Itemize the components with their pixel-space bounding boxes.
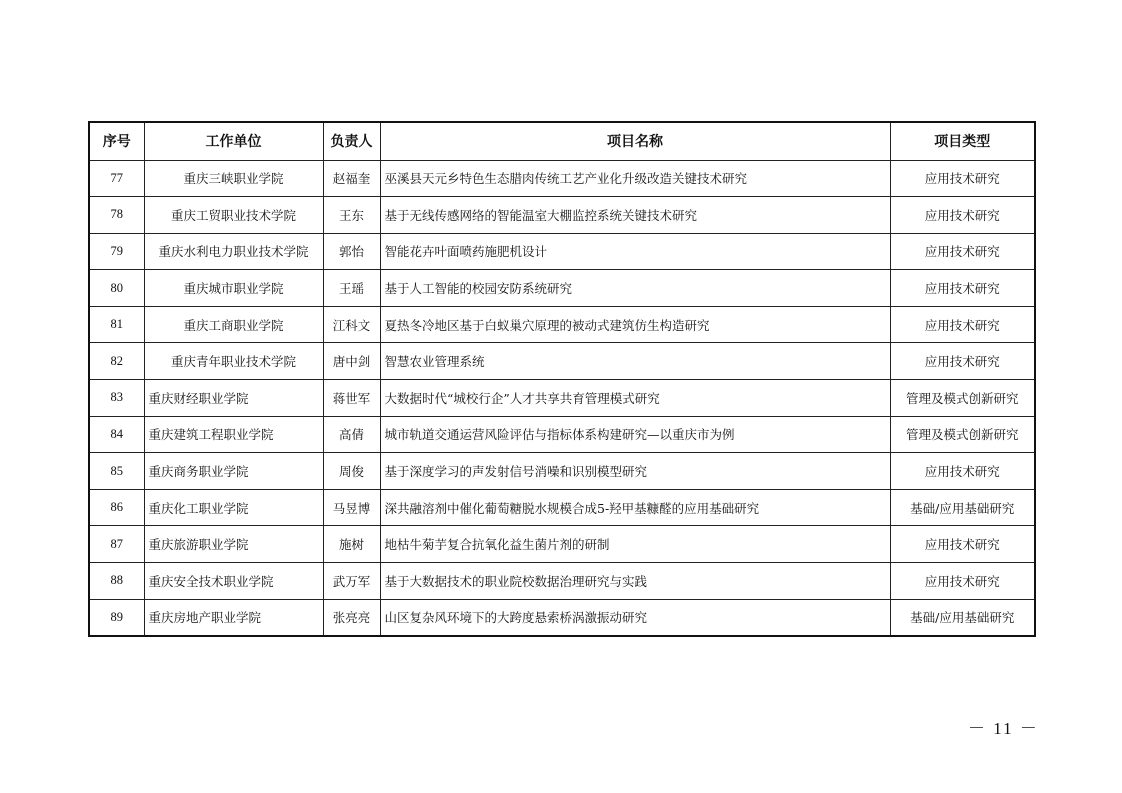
cell-project: 基于深度学习的声发射信号消噪和识别模型研究 xyxy=(380,453,890,490)
cell-unit: 重庆房地产职业学院 xyxy=(144,599,323,636)
project-table xyxy=(88,121,1036,637)
cell-type: 管理及模式创新研究 xyxy=(890,416,1035,453)
cell-type: 基础/应用基础研究 xyxy=(890,599,1035,636)
cell-unit: 重庆青年职业技术学院 xyxy=(144,343,323,380)
table-body xyxy=(89,160,1035,636)
cell-unit: 重庆三峡职业学院 xyxy=(144,160,323,197)
table-row xyxy=(89,526,1035,563)
cell-unit: 重庆城市职业学院 xyxy=(144,270,323,307)
cell-leader: 张亮亮 xyxy=(323,599,380,636)
cell-leader: 王东 xyxy=(323,197,380,234)
cell-unit: 重庆财经职业学院 xyxy=(144,380,323,417)
cell-project: 城市轨道交通运营风险评估与指标体系构建研究—以重庆市为例 xyxy=(380,416,890,453)
cell-project: 地枯牛菊芋复合抗氧化益生菌片剂的研制 xyxy=(380,526,890,563)
header-unit: 工作单位 xyxy=(144,122,323,160)
cell-no: 83 xyxy=(89,380,144,417)
cell-type: 应用技术研究 xyxy=(890,563,1035,600)
table-row xyxy=(89,563,1035,600)
cell-leader: 唐中剑 xyxy=(323,343,380,380)
cell-no: 88 xyxy=(89,563,144,600)
table-row xyxy=(89,233,1035,270)
cell-no: 82 xyxy=(89,343,144,380)
cell-project: 夏热冬冷地区基于白蚁巢穴原理的被动式建筑仿生构造研究 xyxy=(380,306,890,343)
cell-project: 山区复杂风环境下的大跨度悬索桥涡激振动研究 xyxy=(380,599,890,636)
cell-project: 智能花卉叶面喷药施肥机设计 xyxy=(380,233,890,270)
page-number: － 11 － xyxy=(968,719,1039,738)
header-leader: 负责人 xyxy=(323,122,380,160)
cell-no: 89 xyxy=(89,599,144,636)
cell-project: 基于大数据技术的职业院校数据治理研究与实践 xyxy=(380,563,890,600)
cell-leader: 马昱博 xyxy=(323,489,380,526)
table-row xyxy=(89,306,1035,343)
cell-unit: 重庆化工职业学院 xyxy=(144,489,323,526)
table-row xyxy=(89,270,1035,307)
cell-leader: 高倩 xyxy=(323,416,380,453)
cell-project: 智慧农业管理系统 xyxy=(380,343,890,380)
cell-type: 应用技术研究 xyxy=(890,160,1035,197)
header-no: 序号 xyxy=(89,122,144,160)
cell-type: 管理及模式创新研究 xyxy=(890,380,1035,417)
cell-leader: 施树 xyxy=(323,526,380,563)
cell-no: 85 xyxy=(89,453,144,490)
header-type: 项目类型 xyxy=(890,122,1035,160)
cell-leader: 赵福奎 xyxy=(323,160,380,197)
table-row xyxy=(89,197,1035,234)
cell-type: 基础/应用基础研究 xyxy=(890,489,1035,526)
cell-project: 深共融溶剂中催化葡萄糖脱水规模合成5-羟甲基糠醛的应用基础研究 xyxy=(380,489,890,526)
table-row xyxy=(89,380,1035,417)
cell-no: 81 xyxy=(89,306,144,343)
cell-no: 84 xyxy=(89,416,144,453)
cell-unit: 重庆安全技术职业学院 xyxy=(144,563,323,600)
cell-type: 应用技术研究 xyxy=(890,306,1035,343)
table-row xyxy=(89,599,1035,636)
cell-unit: 重庆工贸职业技术学院 xyxy=(144,197,323,234)
cell-no: 77 xyxy=(89,160,144,197)
cell-project: 巫溪县天元乡特色生态腊肉传统工艺产业化升级改造关键技术研究 xyxy=(380,160,890,197)
cell-leader: 郭怡 xyxy=(323,233,380,270)
cell-unit: 重庆水利电力职业技术学院 xyxy=(144,233,323,270)
cell-leader: 江科文 xyxy=(323,306,380,343)
cell-unit: 重庆商务职业学院 xyxy=(144,453,323,490)
cell-no: 87 xyxy=(89,526,144,563)
table-row xyxy=(89,453,1035,490)
table-row xyxy=(89,160,1035,197)
cell-type: 应用技术研究 xyxy=(890,453,1035,490)
cell-unit: 重庆旅游职业学院 xyxy=(144,526,323,563)
table-row xyxy=(89,343,1035,380)
cell-project: 基于人工智能的校园安防系统研究 xyxy=(380,270,890,307)
table-row xyxy=(89,416,1035,453)
cell-type: 应用技术研究 xyxy=(890,197,1035,234)
header-project: 项目名称 xyxy=(380,122,890,160)
table-header-row xyxy=(89,122,1035,160)
table-row xyxy=(89,489,1035,526)
cell-unit: 重庆建筑工程职业学院 xyxy=(144,416,323,453)
cell-project: 大数据时代“城校行企”人才共享共育管理模式研究 xyxy=(380,380,890,417)
cell-no: 80 xyxy=(89,270,144,307)
cell-leader: 王瑶 xyxy=(323,270,380,307)
cell-leader: 周俊 xyxy=(323,453,380,490)
cell-leader: 蒋世军 xyxy=(323,380,380,417)
cell-unit: 重庆工商职业学院 xyxy=(144,306,323,343)
cell-no: 79 xyxy=(89,233,144,270)
cell-type: 应用技术研究 xyxy=(890,233,1035,270)
cell-project: 基于无线传感网络的智能温室大棚监控系统关键技术研究 xyxy=(380,197,890,234)
cell-type: 应用技术研究 xyxy=(890,270,1035,307)
cell-no: 78 xyxy=(89,197,144,234)
cell-leader: 武万军 xyxy=(323,563,380,600)
cell-no: 86 xyxy=(89,489,144,526)
cell-type: 应用技术研究 xyxy=(890,526,1035,563)
cell-type: 应用技术研究 xyxy=(890,343,1035,380)
